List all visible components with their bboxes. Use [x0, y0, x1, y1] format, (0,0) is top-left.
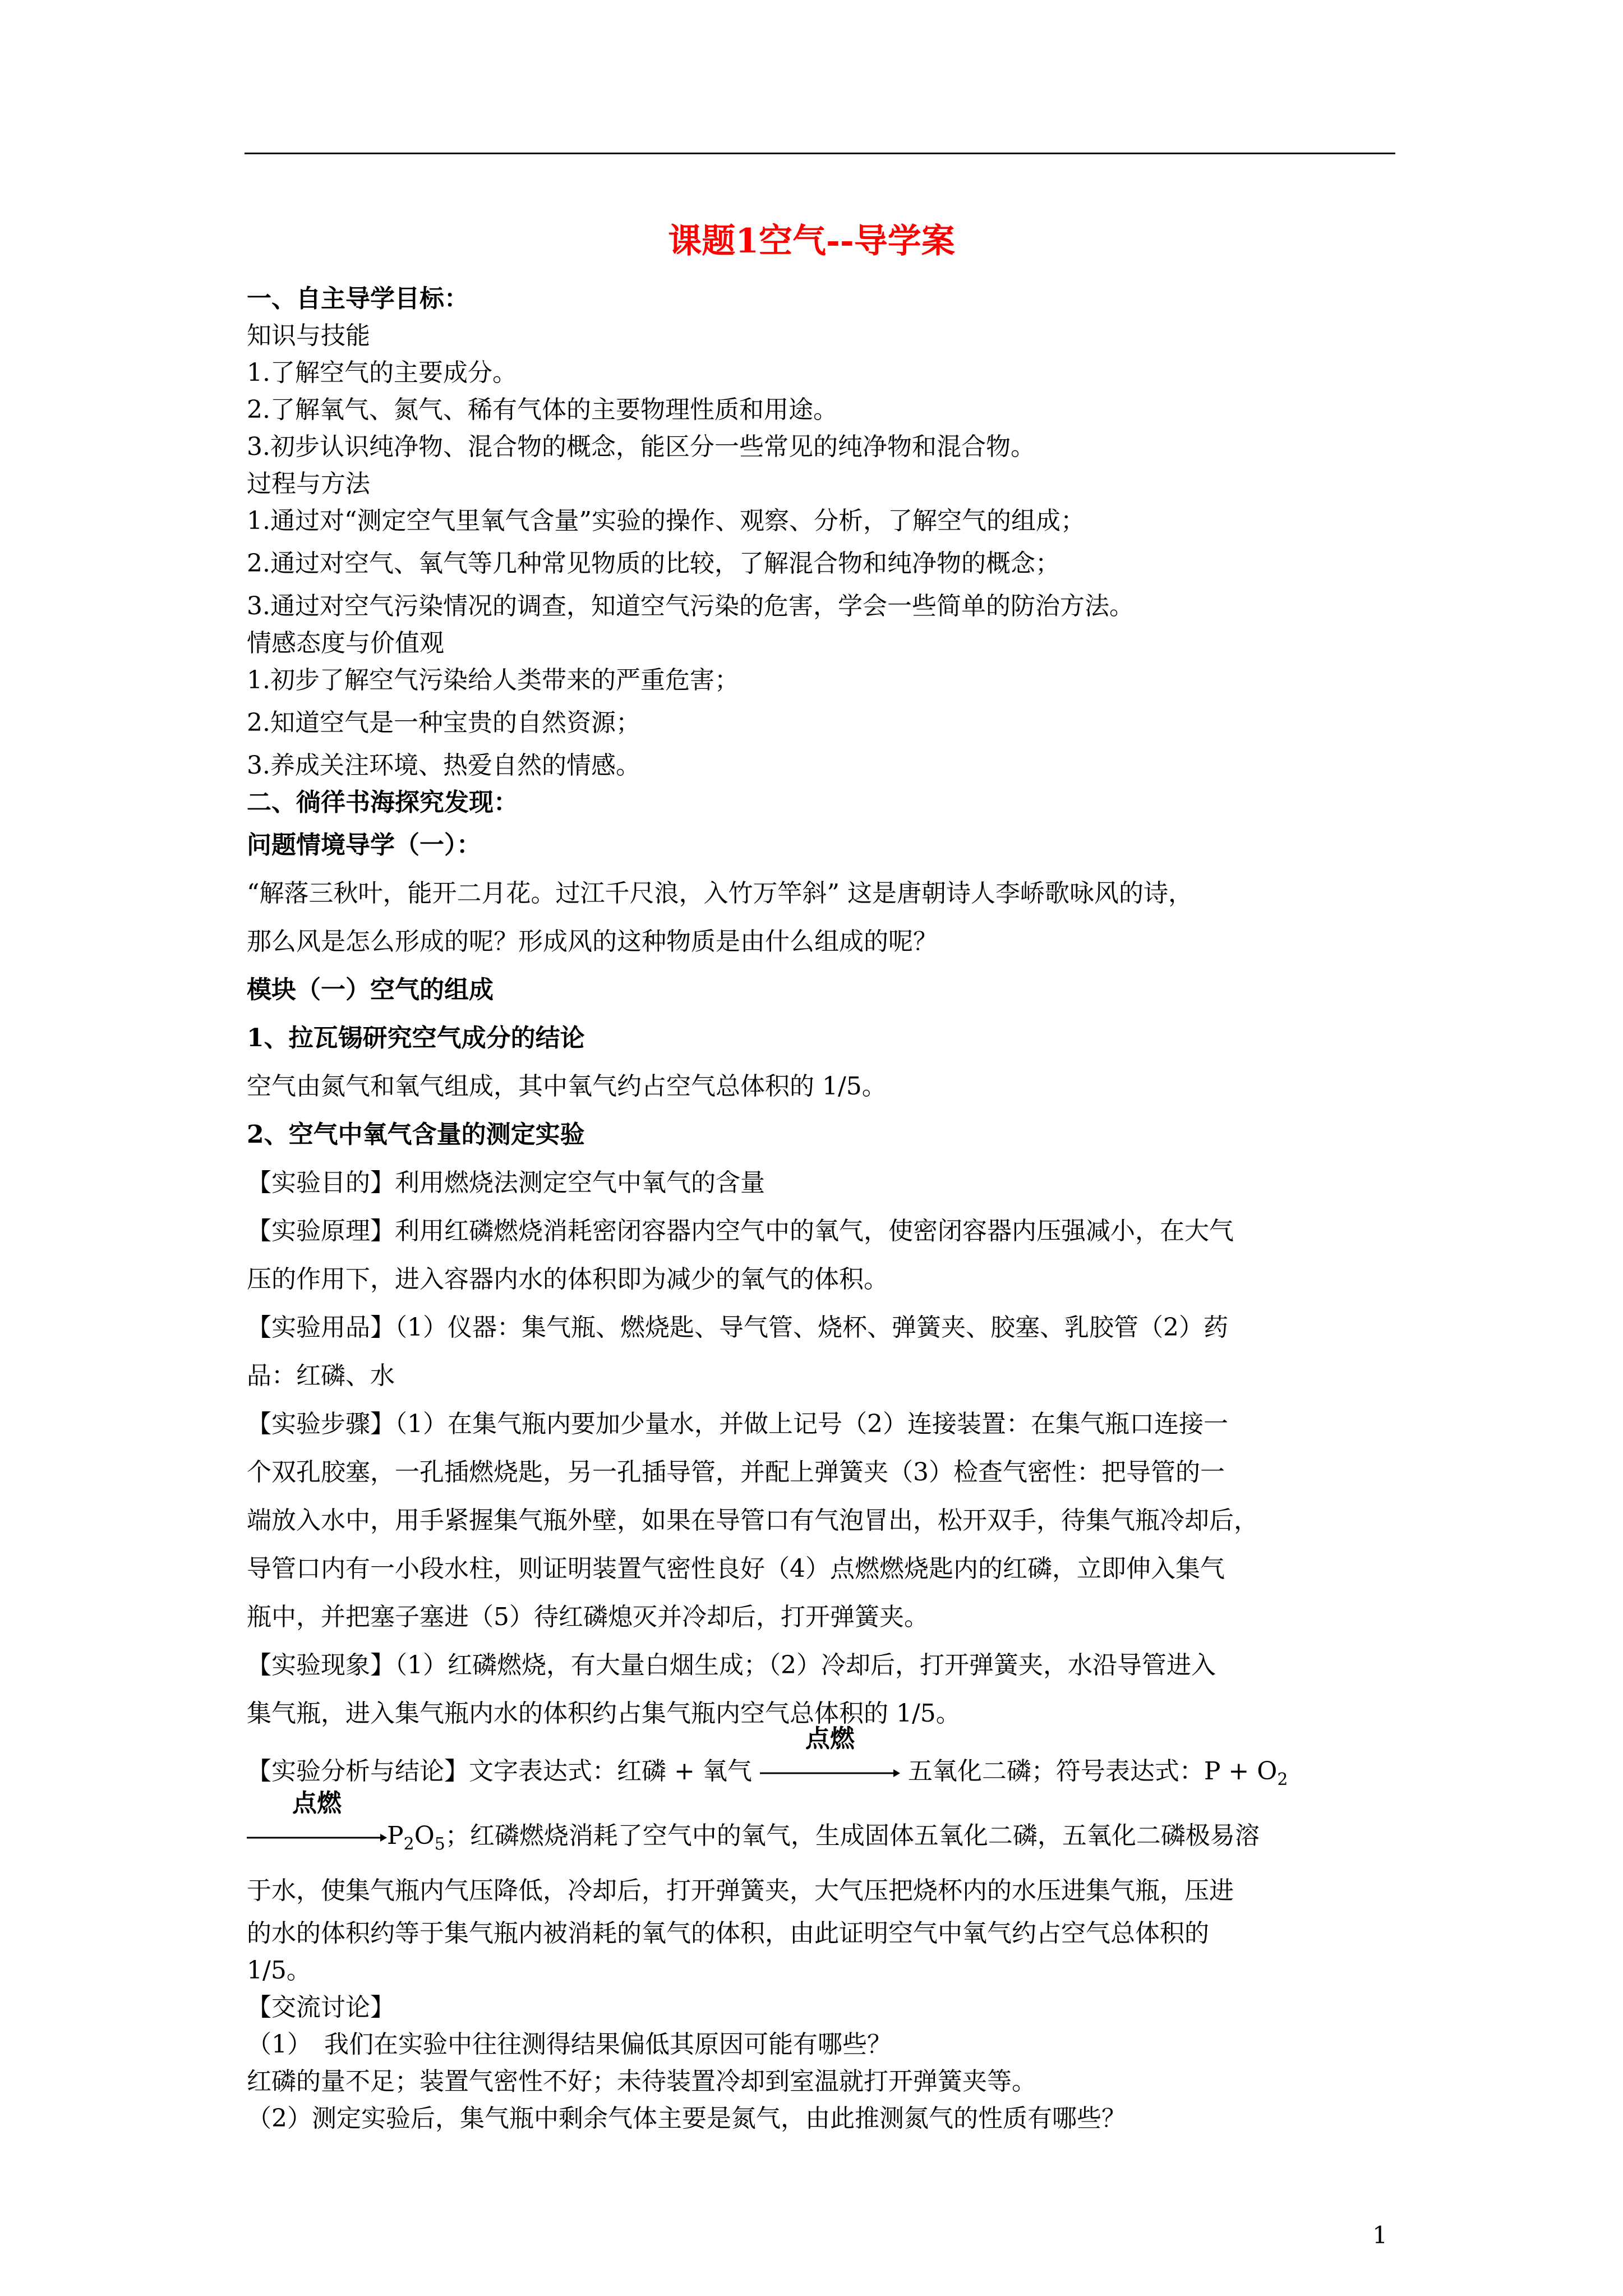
- product-sub-2: 5: [434, 1834, 445, 1854]
- text-line: 品：红磷、水: [247, 1361, 395, 1390]
- text-line: 【实验用品】（1）仪器：集气瓶、燃烧匙、导气管、烧杯、弹簧夹、胶塞、乳胶管（2）药: [247, 1313, 1228, 1342]
- text-line: 1.初步了解空气污染给人类带来的严重危害；: [247, 666, 739, 694]
- text-line: 于水，使集气瓶内气压降低，冷却后，打开弹簧夹，大气压把烧杯内的水压进集气瓶，压进: [247, 1876, 1234, 1905]
- header-rule: [245, 153, 1395, 154]
- text-line: 2.知道空气是一种宝贵的自然资源；: [247, 708, 640, 737]
- text-line: （2）测定实验后，集气瓶中剩余气体主要是氮气，由此推测氮气的性质有哪些？: [247, 2104, 1126, 2133]
- text-line: 端放入水中，用手紧握集气瓶外壁，如果在导管口有气泡冒出，松开双手，待集气瓶冷却后，: [247, 1506, 1258, 1535]
- text-line: 一、自主导学目标：: [247, 284, 469, 313]
- equation-line-2: [247, 1789, 1396, 1867]
- text-line: 空气由氮气和氧气组成，其中氧气约占空气总体积的 1/5。: [247, 1072, 887, 1101]
- text-line: 情感态度与价值观: [247, 629, 444, 657]
- text-line: 1.了解空气的主要成分。: [247, 358, 517, 387]
- section-lines-2: [247, 1867, 1396, 2137]
- equation-tail: ；红磷燃烧消耗了空气中的氧气，生成固体五氧化二磷，五氧化二磷极易溶: [445, 1821, 1260, 1850]
- text-line: 2.了解氧气、氮气、稀有气体的主要物理性质和用途。: [247, 395, 838, 424]
- text-line: 导管口内有一小段水柱，则证明装置气密性良好（4）点燃燃烧匙内的红磷，立即伸入集气: [247, 1554, 1225, 1583]
- text-line: 模块（一）空气的组成: [247, 976, 494, 1004]
- product-sub-1: 2: [403, 1834, 414, 1854]
- o2-subscript: 2: [1277, 1769, 1288, 1789]
- text-line: 【交流讨论】: [247, 1993, 395, 2022]
- page-number: 1: [1372, 2221, 1387, 2249]
- text-line: 的水的体积约等于集气瓶内被消耗的氧气的体积，由此证明空气中氧气约占空气总体积的: [247, 1919, 1209, 1948]
- text-line: 过程与方法: [247, 470, 370, 498]
- text-line: 【实验现象】（1）红磷燃烧，有大量白烟生成；（2）冷却后，打开弹簧夹，水沿导管进入: [247, 1651, 1216, 1680]
- text-line: 压的作用下，进入容器内水的体积即为减少的氧气的体积。: [247, 1265, 888, 1294]
- equation-middle: 五氧化二磷；符号表达式：P + O: [907, 1757, 1278, 1786]
- product-p: P: [387, 1821, 404, 1850]
- text-line: 3.初步认识纯净物、混合物的概念，能区分一些常见的纯净物和混合物。: [247, 432, 1035, 461]
- text-line: 二、徜徉书海探究发现：: [247, 788, 518, 817]
- text-line: 集气瓶，进入集气瓶内水的体积约占集气瓶内空气总体积的 1/5。: [247, 1699, 961, 1728]
- reaction-arrow-2: [247, 1789, 387, 1867]
- text-line: 知识与技能: [247, 321, 370, 350]
- document-body: [247, 280, 1396, 2137]
- product-o: O: [414, 1821, 435, 1850]
- equation-line-1: [247, 1724, 1396, 1805]
- equation-prefix: 【实验分析与结论】文字表达式：红磷 + 氧气: [247, 1757, 752, 1786]
- page-title: 课题1空气--导学案: [668, 222, 955, 261]
- text-line: （1） 我们在实验中往往测得结果偏低其原因可能有哪些？: [247, 2030, 892, 2059]
- text-line: 1/5。: [247, 1956, 311, 1985]
- text-line: 【实验原理】利用红磷燃烧消耗密闭容器内空气中的氧气，使密闭容器内压强减小，在大气: [247, 1217, 1234, 1245]
- reaction-condition: 点燃: [805, 1724, 855, 1753]
- text-line: 1、拉瓦锡研究空气成分的结论: [247, 1024, 585, 1052]
- text-line: 问题情境导学（一）：: [247, 831, 481, 859]
- text-line: 3.通过对空气污染情况的调查，知道空气污染的危害，学会一些简单的防治方法。: [247, 592, 1134, 620]
- text-line: 2.通过对空气、氧气等几种常见物质的比较，了解混合物和纯净物的概念；: [247, 549, 1060, 578]
- reaction-condition-2: 点燃: [292, 1789, 342, 1818]
- reaction-arrow: [760, 1724, 900, 1805]
- section-lines: [247, 280, 1396, 1738]
- text-line: 2、空气中氧气含量的测定实验: [247, 1120, 585, 1149]
- text-line: 3.养成关注环境、热爱自然的情感。: [247, 751, 640, 780]
- text-line: 1.通过对“测定空气里氧气含量”实验的操作、观察、分析，了解空气的组成；: [247, 507, 1085, 535]
- text-line: 那么风是怎么形成的呢？形成风的这种物质是由什么组成的呢？: [247, 927, 938, 956]
- text-line: 个双孔胶塞，一孔插燃烧匙，另一孔插导管，并配上弹簧夹（3）检查气密性：把导管的一: [247, 1458, 1225, 1487]
- text-line: 瓶中，并把塞子塞进（5）待红磷熄灭并冷却后，打开弹簧夹。: [247, 1603, 929, 1631]
- text-line: 红磷的量不足；装置气密性不好；未待装置冷却到室温就打开弹簧夹等。: [247, 2067, 1036, 2096]
- text-line: 【实验目的】利用燃烧法测定空气中氧气的含量: [247, 1168, 765, 1197]
- text-line: 【实验步骤】（1）在集气瓶内要加少量水，并做上记号（2）连接装置：在集气瓶口连接一: [247, 1410, 1228, 1438]
- text-line: “解落三秋叶，能开二月花。过江千尺浪，入竹万竿斜” 这是唐朝诗人李峤歌咏风的诗，: [247, 879, 1193, 908]
